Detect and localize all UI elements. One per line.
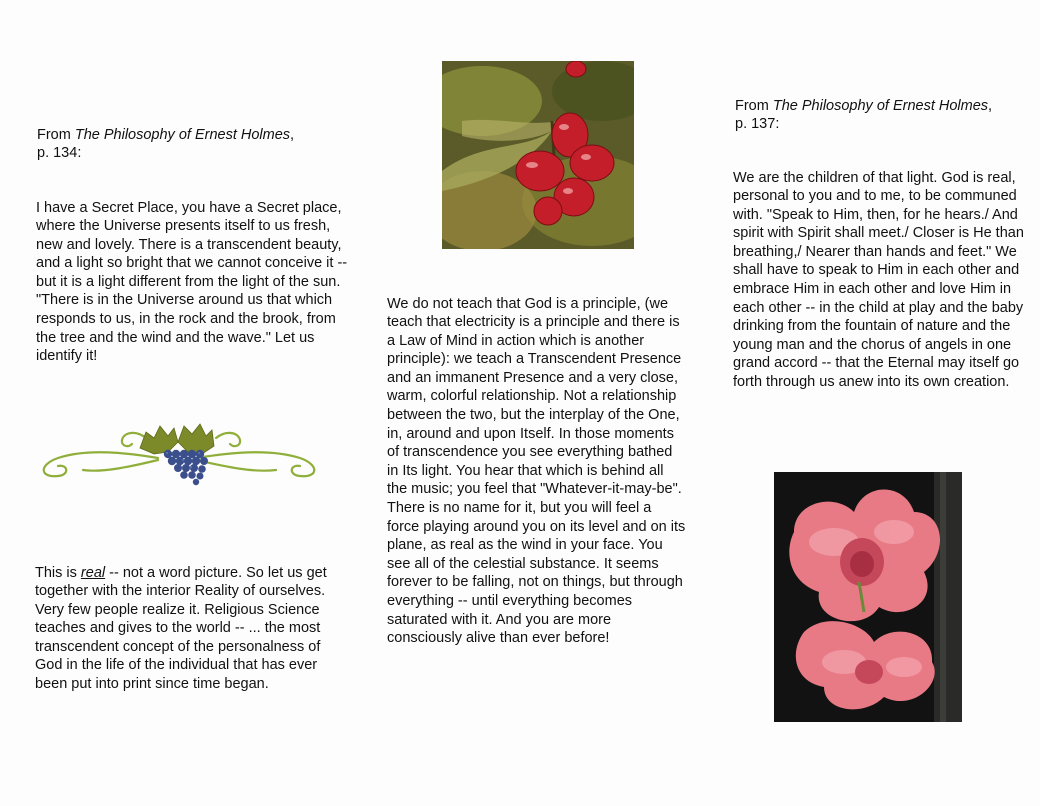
column3-paragraph: We are the children of that light. God is real, personal to you and to me, to be communed with. "Speak to Him, then, for he hears./ And spirit with Spirit shall meet./ Closer is He than breathing,/ Nearer than hands and feet." We shall have to speak to Him in each other and embrace Him in each other and love Him in each other -- in the child at play and the baby drinking from the fountain of nature and the young man and the chorus of angels in one grand accord -- that the Eternal may itself go forth through us anew into its own creation. xyxy=(733,169,1024,391)
berries-photo xyxy=(442,61,634,249)
column3-heading xyxy=(735,97,1035,133)
column1-paragraph-2 xyxy=(35,564,335,694)
column1-para2-rest: -- not a word picture. So let us get together with the interior Reality of ourselves. Very few people realize it. Religious Science teaches and gives to the world -- ... the most transcendent concept of the personalness of God in the life of the individual that has ever been put into print since time began. xyxy=(35,564,327,693)
column1-book-title: The Philosophy of Ernest Holmes xyxy=(74,127,291,143)
column3-heading-suffix: , xyxy=(988,98,993,114)
column3-heading-prefix: From xyxy=(735,98,773,114)
column1-heading xyxy=(37,126,347,162)
column1-para2-start: This is xyxy=(35,564,81,581)
column1-heading-suffix: , xyxy=(290,127,295,143)
column3-page-ref: p. 137: xyxy=(735,116,780,132)
pink-flower-photo xyxy=(774,472,962,722)
real-emphasis: real xyxy=(80,564,106,581)
flower-illustration xyxy=(774,472,962,722)
column1-heading-prefix: From xyxy=(37,127,75,143)
column3-book-title: The Philosophy of Ernest Holmes xyxy=(772,98,989,114)
grape-vine-ornament xyxy=(28,418,328,488)
column1-page-ref: p. 134: xyxy=(37,145,82,161)
berries-illustration xyxy=(442,61,634,249)
column2-paragraph: We do not teach that God is a principle, (we teach that electricity is a principle and there is a Law of Mind in action which is another principle): we teach a Transcendent Presence and an immanent Presence and a very close, warm, colorful relationship. Not a relationship between the two, but the interplay of the One, in, around and upon Itself. In those moments of transcendence you see everything bathed in Its light. You hear that which is behind all the music; you feel that "Whatever-it-may-be". There is no name for it, but you will feel a force playing around you on its level and on its plane, as real as the wind in your face. You see all of the celestial substance. It seems forever to be falling, not on things, but through everything -- until everything becomes saturated with it. And you are more consciously alive than ever before! xyxy=(387,295,686,647)
column1-paragraph-1: I have a Secret Place, you have a Secret place, where the Universe presents itself to us fresh, new and lovely. There is a transcendent beauty, and a light so bright that we cannot conceive it -- but it is a light different from the light of the sun. "There is in the Universe around us that which responds to us, in the rock and the brook, from the tree and the wind and the wave." Let us identify it! xyxy=(36,199,348,365)
